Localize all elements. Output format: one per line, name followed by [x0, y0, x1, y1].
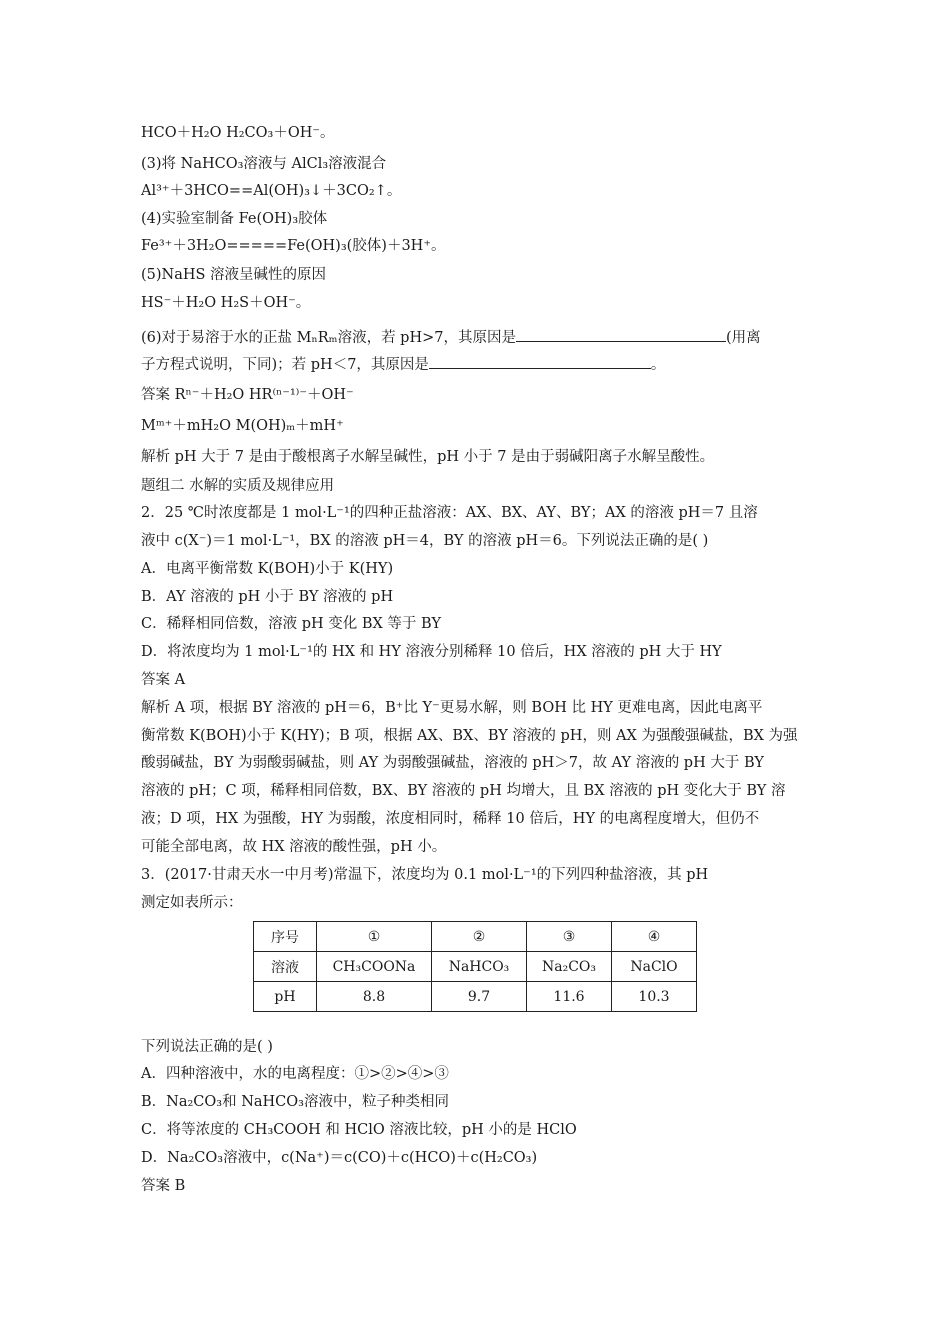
- table-cell: Na₂CO₃: [527, 952, 612, 982]
- question-line: 2．25 ℃时浓度都是 1 mol·L⁻¹的四种正盐溶液：AX、BX、AY、BY；AX 的溶液 pH＝7 且溶: [141, 505, 758, 521]
- question-text: (6)对于易溶于水的正盐 MₙRₘ溶液，若 pH>7，其原因是: [141, 330, 516, 346]
- table-cell: 10.3: [612, 982, 697, 1012]
- answer-line: 答案 Rⁿ⁻＋H₂O HR⁽ⁿ⁻¹⁾⁻＋OH⁻: [141, 387, 354, 403]
- analysis-line: 解析 A 项，根据 BY 溶液的 pH＝6，B⁺比 Y⁻更易水解，则 BOH 比 HY 更难电离，因此电离平: [141, 700, 763, 716]
- option-c: C．稀释相同倍数，溶液 pH 变化 BX 等于 BY: [141, 616, 442, 632]
- table-header-cell: ④: [612, 922, 697, 952]
- table-header-cell: ②: [432, 922, 527, 952]
- analysis-line: 溶液的 pH；C 项，稀释相同倍数，BX、BY 溶液的 pH 均增大，且 BX 溶液的 pH 变化大于 BY 溶: [141, 783, 786, 799]
- question-line: [141, 354, 813, 375]
- table-row: [254, 952, 697, 982]
- equation-line: Al³⁺＋3HCO==Al(OH)₃↓＋3CO₂↑。: [141, 183, 402, 199]
- table-header-cell: 序号: [254, 922, 317, 952]
- question-text: 子方程式说明，下同)；若 pH＜7，其原因是: [141, 357, 429, 373]
- analysis-line: 解析 pH 大于 7 是由于酸根离子水解呈碱性，pH 小于 7 是由于弱碱阳离子水解呈酸性。: [141, 449, 715, 465]
- answer-blank: [516, 327, 726, 342]
- question-text: (用离: [726, 330, 761, 346]
- table-header-cell: ①: [317, 922, 432, 952]
- question-line: 液中 c(X⁻)＝1 mol·L⁻¹，BX 的溶液 pH＝4，BY 的溶液 pH＝6。下列说法正确的是( ): [141, 533, 709, 549]
- analysis-line: 酸弱碱盐，BY 为弱酸弱碱盐，则 AY 为弱酸强碱盐，溶液的 pH＞7，故 AY 溶液的 pH 大于 BY: [141, 755, 764, 771]
- table-cell: CH₃COONa: [317, 952, 432, 982]
- question-line: 3．(2017·甘肃天水一中月考)常温下，浓度均为 0.1 mol·L⁻¹的下列四种盐溶液，其 pH: [141, 867, 709, 883]
- table-header-row: [254, 922, 697, 952]
- table-header-cell: ③: [527, 922, 612, 952]
- analysis-line: 液；D 项，HX 为强酸，HY 为弱酸，浓度相同时，稀释 10 倍后，HY 的电离程度增大，但仍不: [141, 811, 760, 827]
- question-text: 。: [650, 357, 666, 373]
- answer-line: 答案 A: [141, 672, 186, 688]
- answer-blank: [429, 354, 651, 369]
- question-line: (5)NaHS 溶液呈碱性的原因: [141, 267, 327, 283]
- table-cell: 11.6: [527, 982, 612, 1012]
- table-cell: 溶液: [254, 952, 317, 982]
- equation-line: HS⁻＋H₂O H₂S＋OH⁻。: [141, 295, 311, 311]
- ph-table: [253, 921, 697, 1012]
- table-cell: pH: [254, 982, 317, 1012]
- option-d: D．将浓度均为 1 mol·L⁻¹的 HX 和 HY 溶液分别稀释 10 倍后，HX 溶液的 pH 大于 HY: [141, 644, 722, 660]
- analysis-line: 可能全部电离，故 HX 溶液的酸性强，pH 小。: [141, 839, 447, 855]
- table-row: [254, 982, 697, 1012]
- question-line: 下列说法正确的是( ): [141, 1039, 273, 1055]
- option-d: D．Na₂CO₃溶液中，c(Na⁺)＝c(CO)＋c(HCO)＋c(H₂CO₃): [141, 1150, 538, 1166]
- question-line: 测定如表所示：: [141, 895, 243, 911]
- option-b: B．AY 溶液的 pH 小于 BY 溶液的 pH: [141, 589, 394, 605]
- option-a: A．四种溶液中，水的电离程度：①>②>④>③: [141, 1066, 449, 1082]
- equation-line: HCO＋H₂O H₂CO₃＋OH⁻。: [141, 125, 335, 141]
- equation-line: Fe³⁺＋3H₂O=====Fe(OH)₃(胶体)＋3H⁺。: [141, 238, 446, 254]
- table-cell: 9.7: [432, 982, 527, 1012]
- option-c: C．将等浓度的 CH₃COOH 和 HClO 溶液比较，pH 小的是 HClO: [141, 1122, 577, 1138]
- answer-line: Mᵐ⁺＋mH₂O M(OH)ₘ＋mH⁺: [141, 418, 344, 434]
- answer-line: 答案 B: [141, 1178, 186, 1194]
- table-cell: 8.8: [317, 982, 432, 1012]
- analysis-line: 衡常数 K(BOH)小于 K(HY)；B 项，根据 AX、BX、BY 溶液的 pH，则 AX 为强酸强碱盐，BX 为强: [141, 728, 798, 744]
- table-cell: NaClO: [612, 952, 697, 982]
- question-line: [141, 327, 813, 348]
- question-line: (4)实验室制备 Fe(OH)₃胶体: [141, 211, 328, 227]
- option-b: B．Na₂CO₃和 NaHCO₃溶液中，粒子种类相同: [141, 1094, 449, 1110]
- option-a: A．电离平衡常数 K(BOH)小于 K(HY): [141, 561, 394, 577]
- question-line: (3)将 NaHCO₃溶液与 AlCl₃溶液混合: [141, 156, 387, 172]
- table-cell: NaHCO₃: [432, 952, 527, 982]
- section-heading: 题组二 水解的实质及规律应用: [141, 478, 335, 494]
